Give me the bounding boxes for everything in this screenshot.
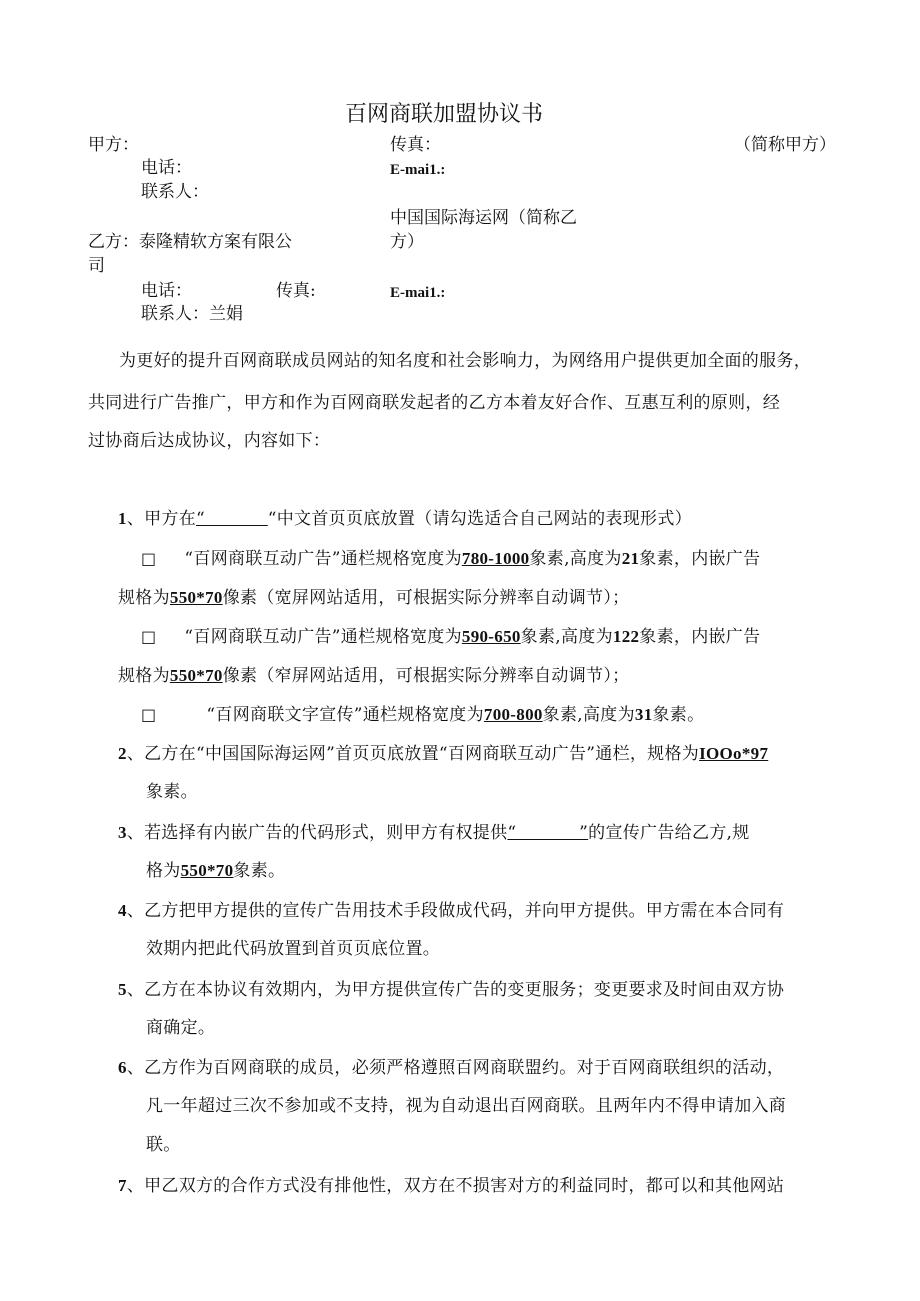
option-2-line-2 [118,667,629,685]
clause-7-text-a: 、甲乙双方的合作方式没有排他性，双方在不损害对方的利益同时，都可以和其他网站 [126,1176,785,1196]
option-2-height: 122 [612,627,640,646]
option-3-text-b: 象素,高度为 [542,705,635,725]
option-3-text-c: 象素。 [652,705,705,725]
option-1-text-c: 象素，内嵌广告 [639,549,761,569]
clause-6-line-2: 凡一年超过三次不参加或不支持，视为自动退出百网商联。且两年内不得申请加入商 [146,1096,787,1116]
clause-3-text-b: 的宣传广告给乙方,规 [588,823,750,843]
party-b-phone-label: 电话： [141,281,192,301]
intro-line-1: 为更好的提升百网商联成员网站的知名度和社会影响力，为网络用户提供更加全面的服务， [119,351,811,371]
clause-1-blank: “ [196,509,268,529]
party-a-email-label: E-mai1.: [390,162,446,178]
party-b-name-line2: 司 [88,256,105,276]
party-b-fax-label: 传真: [276,281,316,301]
page-title: 百网商联加盟协议书 [345,102,544,127]
party-b-alias-line1: 中国国际海运网（简称乙 [390,208,577,228]
option-2-text-e: 像素（窄屏网站适用，可根据实际分辨率自动调节）； [222,666,630,686]
clause-3-number: 3 [118,823,127,842]
clause-3-text-c: 格为 [146,861,181,881]
clause-3-blank: “ ” [507,823,589,843]
clause-6-text-a: 、乙方作为百网商联的成员，必须严格遵照百网商联盟约。对于百网商联组织的活动， [126,1058,785,1078]
option-2-text-b: 象素,高度为 [520,627,613,647]
clause-3-line-1 [118,824,750,842]
party-a-fax-label: 传真： [390,135,441,155]
intro-line-2: 共同进行广告推广，甲方和作为百网商联发起者的乙方本着友好合作、互惠互利的原则，经 [88,393,780,413]
option-1-text-a: “百网商联互动广告”通栏规格宽度为 [184,549,462,569]
option-3-width: 700-800 [483,705,543,724]
option-1-text-b: 象素,高度为 [529,549,622,569]
option-2-line-1 [141,628,760,646]
clause-1-text-post: “中文首页页底放置（请勾选适合自己网站的表现形式） [267,509,692,529]
option-2-text-d: 规格为 [118,666,170,686]
clause-5-number: 5 [118,980,127,999]
clause-1-text-pre: 、甲方在 [126,509,197,529]
option-2-size: 550*70 [169,666,223,685]
clause-1-number: 1 [118,509,127,528]
option-1-line-2 [118,589,629,607]
option-1-text-d: 规格为 [118,588,170,608]
clause-1 [118,510,692,528]
option-1-line-1 [141,550,760,568]
clause-6-line-1 [118,1059,784,1077]
option-3-line-1 [141,706,704,724]
party-a-contact-label: 联系人： [141,182,209,202]
clause-4-line-1 [118,902,784,920]
clause-5-line-1 [118,981,784,999]
clause-2-line-2: 象素。 [146,782,198,802]
party-a-phone-label: 电话： [141,158,192,178]
option-2-text-c: 象素，内嵌广告 [639,627,761,647]
clause-2-size: IOOo*97 [699,744,769,763]
clause-2-line-1 [118,745,768,763]
clause-2-text-a: 、乙方在“中国国际海运网”首页页底放置“百网商联互动广告”通栏，规格为 [126,744,700,764]
option-1-width: 780-1000 [461,549,530,568]
clause-6-line-3: 联。 [146,1135,181,1155]
option-1-height: 21 [621,549,640,568]
option-2-text-a: “百网商联互动广告”通栏规格宽度为 [184,627,462,647]
option-1-text-e: 像素（宽屏网站适用，可根据实际分辨率自动调节）； [222,588,630,608]
option-3-checkbox[interactable]: □ [141,705,157,724]
party-b-alias-line2: 方） [390,232,424,252]
clause-6-number: 6 [118,1058,127,1077]
clause-3-line-2 [146,862,285,880]
party-a-label: 甲方： [88,135,139,155]
clause-3-size: 550*70 [180,861,234,880]
party-b-email-label: E-mai1.: [390,285,446,301]
clause-4-text-a: 、乙方把甲方提供的宣传广告用技术手段做成代码，并向甲方提供。甲方需在本合同有 [126,901,785,921]
clause-3-text-a: 、若选择有内嵌广告的代码形式，则甲方有权提供 [126,823,508,843]
clause-2-number: 2 [118,744,127,763]
option-1-size: 550*70 [169,588,223,607]
clause-5-line-2: 商确定。 [146,1018,216,1038]
clause-5-text-a: 、乙方在本协议有效期内，为甲方提供宣传广告的变更服务；变更要求及时间由双方协 [126,980,785,1000]
option-1-checkbox[interactable]: □ [141,549,157,568]
option-3-text-a: “百网商联文字宣传”通栏规格宽度为 [206,705,484,725]
party-a-alias: （简称甲方） [734,135,836,155]
intro-line-3: 过协商后达成协议，内容如下： [88,431,331,451]
party-b-name-line1: 乙方：泰隆精软方案有限公 [88,232,292,252]
clause-7-line-1 [118,1177,784,1195]
clause-4-line-2: 效期内把此代码放置到首页页底位置。 [146,939,441,959]
option-2-width: 590-650 [461,627,521,646]
clause-4-number: 4 [118,901,127,920]
option-3-height: 31 [634,705,653,724]
party-b-contact: 联系人：兰娟 [141,304,243,324]
clause-3-text-d: 象素。 [233,861,286,881]
clause-7-number: 7 [118,1176,127,1195]
option-2-checkbox[interactable]: □ [141,627,157,646]
